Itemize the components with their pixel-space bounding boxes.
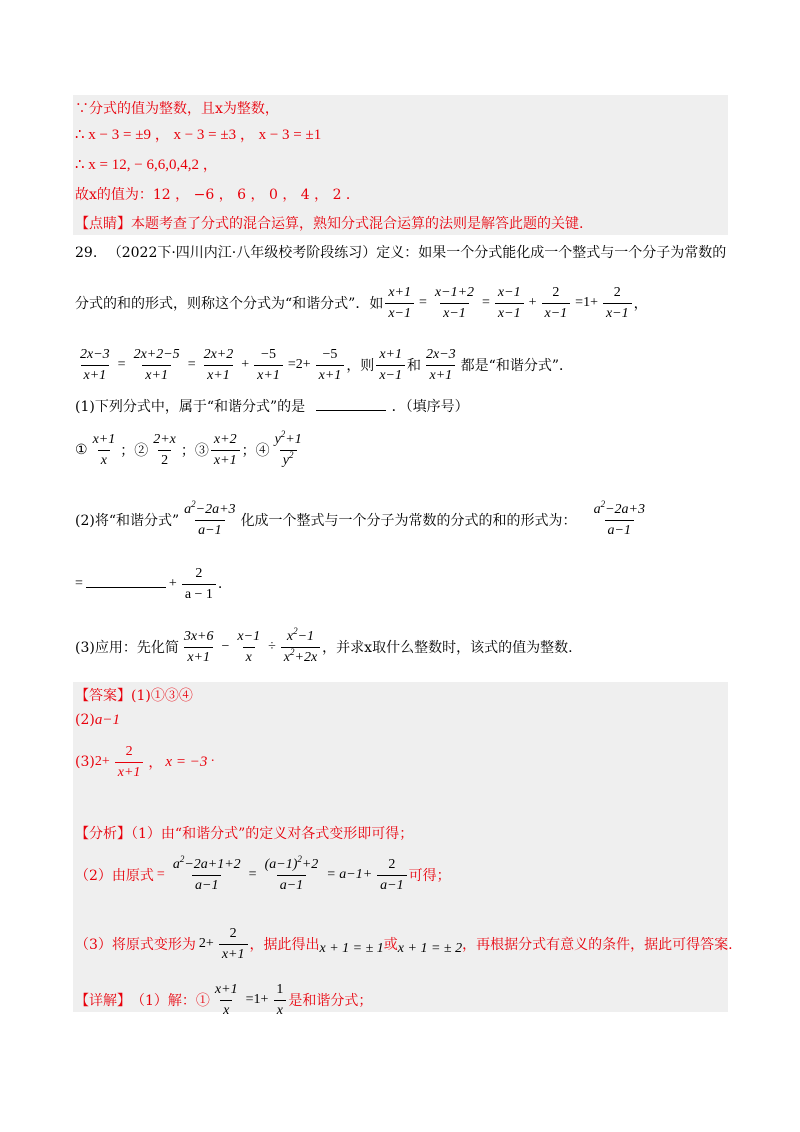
question-2-blank[interactable] <box>86 587 166 588</box>
example-fraction: $\frac{x+1}{x-1}$ <box>385 285 414 322</box>
comment-label: 【点睛】 <box>75 216 131 232</box>
detail-label: 【详解】 <box>75 993 131 1009</box>
problem-header <box>75 243 726 263</box>
analysis-part-3-prefix: （3）将原式变形为 <box>75 937 196 953</box>
analysis-part-2-prefix: （2）由原式 <box>75 868 154 884</box>
analysis-or: 或 <box>383 937 398 953</box>
option-3-fraction: $\frac{x+2}{x+1}$ <box>211 432 240 469</box>
analysis-part-3-mid: ，据此得出 <box>249 937 320 953</box>
question-3-prefix: (3)应用：先化简 <box>75 640 179 656</box>
detail-part-1-prefix: （1）解：① <box>131 993 210 1009</box>
option-4-fraction: $\frac{y^2+1}{y^2}$ <box>274 428 302 468</box>
question-2-answer-line: = + $\frac{2}{a - 1}$ . <box>75 565 223 602</box>
question-2-fraction-repeat: $\frac{a^2-2a+3}{a-1}$ <box>593 498 645 538</box>
problem-intro: 定义：如果一个分式能化成一个整式与一个分子为常数的 <box>376 245 727 261</box>
q3-fraction-1: $\frac{3x+6}{x+1}$ <box>183 628 214 665</box>
option-2-label: ；② <box>120 443 149 459</box>
example2-result: $\frac{-5}{x+1}$ <box>316 347 345 384</box>
answer-3-label: (3) <box>75 754 95 770</box>
answer-line-1 <box>75 686 193 706</box>
answer-1: (1)①③④ <box>131 688 193 704</box>
analysis-eq-1: x + 1 = ± 1 <box>319 941 384 956</box>
analysis-frac-2: $\frac{(a-1)^2+2}{a-1}$ <box>264 853 319 893</box>
solution-line-1: ∵分式的值为整数，且x为整数， <box>75 101 279 117</box>
detail-frac-2: $\frac{1}{x}$ <box>273 982 286 1019</box>
question-1-tail: ．（填序号） <box>391 399 469 415</box>
example-step-1: $\frac{x-1+2}{x-1}$ <box>434 284 475 321</box>
analysis-frac-1: $\frac{a^2-2a+1+2}{a-1}$ <box>172 853 241 893</box>
option-4-label: ；④ <box>241 443 270 459</box>
example-end: ， <box>633 296 648 312</box>
example2-fraction: $\frac{2x-3}{x+1}$ <box>80 346 110 383</box>
question-2-end: . <box>217 576 223 592</box>
analysis-line-2: （2）由原式 = $\frac{a^2-2a+1+2}{a-1}$ = $\frac{(a-1)^2+2}{a-1}$ = a−1+ $\frac{2}{a-1}$ 可得； <box>75 853 451 893</box>
answer-2-label: (2) <box>75 712 95 728</box>
question-3: (3)应用：先化简 $\frac{3x+6}{x+1}$ − $\frac{x-1}{x}$ ÷ $\frac{x^2-1}{x^2+2x}$ ，并求x取什么整数时，该式的值为整数. <box>75 625 573 665</box>
question-1-blank[interactable] <box>316 410 386 411</box>
analysis-label: 【分析】 <box>75 826 131 842</box>
comment-line <box>75 214 583 234</box>
analysis-part-3-suffix: ，再根据分式有意义的条件，据此可得答案. <box>462 937 733 953</box>
option-2-fraction: $\frac{2+x}{2}$ <box>153 431 176 468</box>
second-example-line: $\frac{2x-3}{x+1}$ = $\frac{2x+2-5}{x+1}$ = $\frac{2x+2}{x+1}$ + $\frac{-5}{x+1}$ =2+ $\frac{-5}{x+1}$ ，则 $\frac{x+1}{x-1}$ 和 $\frac{2x-3}{x+1}$ 都是“和谐分式”． <box>75 345 573 385</box>
option-1-fraction: $\frac{x+1}{x}$ <box>92 431 116 468</box>
definition-intro-2: 分式的和的形式，则称这个分式为“和谐分式”．如 <box>75 296 384 312</box>
solution-line-4: 故x的值为：12 ， −6 ， 6 ， 0 ， 4 ， 2 ． <box>75 187 360 203</box>
question-1 <box>75 397 469 417</box>
detail-part-1-suffix: 是和谐分式； <box>288 993 373 1009</box>
analysis-part-2-suffix: 可得； <box>408 868 451 884</box>
then-text: ，则 <box>346 358 375 374</box>
analysis-line-3: （3）将原式变形为 2+ $\frac{2}{x+1}$ ，据此得出 x + 1 = ± 1 或 x + 1 = ± 2 ，再根据分式有意义的条件，据此可得答案. <box>75 925 733 962</box>
option-3-label: ；③ <box>180 443 209 459</box>
example2-step-2b: $\frac{-5}{x+1}$ <box>254 347 283 384</box>
comment-text: 本题考查了分式的混合运算，熟知分式混合运算的法则是解答此题的关键. <box>131 216 584 232</box>
example-step-2b: $\frac{2}{x-1}$ <box>542 285 571 322</box>
question-2-middle: 化成一个整式与一个分子为常数的分式的和的形式为： <box>240 513 577 529</box>
answer-2: a−1 <box>94 712 120 728</box>
question-1-options <box>75 430 307 470</box>
example-step-2a: $\frac{x-1}{x-1}$ <box>495 285 524 322</box>
question-3-suffix: ，并求x取什么整数时，该式的值为整数. <box>322 640 573 656</box>
example2-step-2a: $\frac{2x+2}{x+1}$ <box>203 346 234 383</box>
answer-3-fraction: $\frac{2}{x+1}$ <box>115 744 144 781</box>
solution-line-3: ∴ x = 12, − 6,6,0,4,2 ， <box>75 157 218 173</box>
solution-line-2: ∴ x − 3 = ±9 ， x − 3 = ±3 ， x − 3 = ±1 <box>75 127 322 143</box>
answer-label: 【答案】 <box>75 688 131 704</box>
question-2-fraction: $\frac{a^2-2a+3}{a-1}$ <box>184 498 236 538</box>
answer-line-2 <box>75 710 120 730</box>
definition-example-line: 分式的和的形式，则称这个分式为“和谐分式”．如 $\frac{x+1}{x-1}$ = $\frac{x-1+2}{x-1}$ = $\frac{x-1}{x-1}$ + $\frac{2}{x-1}$ =1+ $\frac{2}{x-1}$ ， <box>75 284 648 321</box>
q3-fraction-2: $\frac{x-1}{x}$ <box>237 628 261 665</box>
example-result: $\frac{2}{x-1}$ <box>603 285 632 322</box>
analysis-eq-2: x + 1 = ± 2 <box>397 941 463 956</box>
analysis-frac-3: $\frac{2}{a-1}$ <box>377 857 406 894</box>
question-1-text: (1)下列分式中，属于“和谐分式”的是 <box>75 399 306 415</box>
problem-number: 29. <box>75 245 98 261</box>
question-2 <box>75 500 650 540</box>
harmonic-b: $\frac{2x-3}{x+1}$ <box>425 346 456 383</box>
and-text: 和 <box>406 358 421 374</box>
detail-line-1: 【详解】 （1）解：① $\frac{x+1}{x}$ =1+ $\frac{1}{x}$ 是和谐分式； <box>75 981 373 1018</box>
harmonic-a: $\frac{x+1}{x-1}$ <box>376 347 405 384</box>
problem-source: （2022下·四川内江·八年级校考阶段练习） <box>107 245 377 261</box>
q3-fraction-3: $\frac{x^2-1}{x^2+2x}$ <box>281 629 320 666</box>
option-1-label: ① <box>75 442 88 458</box>
analysis-part-1: （1）由“和谐分式”的定义对各式变形即可得； <box>131 826 414 842</box>
question-2-prefix: (2)将“和谐分式” <box>75 513 180 529</box>
question-2-tail-fraction: $\frac{2}{a - 1}$ <box>182 566 216 603</box>
answer-3-tail: x = −3 <box>165 753 208 770</box>
detail-frac-1: $\frac{x+1}{x}$ <box>214 981 238 1018</box>
answer-line-3: (3) 2+ $\frac{2}{x+1}$ ， x = −3 · <box>75 743 215 780</box>
analysis-line-1 <box>75 824 413 844</box>
analysis-frac-4: $\frac{2}{x+1}$ <box>219 926 248 963</box>
are-harmonic-text: 都是“和谐分式”． <box>460 358 573 374</box>
example2-step-1: $\frac{2x+2-5}{x+1}$ <box>133 346 180 383</box>
